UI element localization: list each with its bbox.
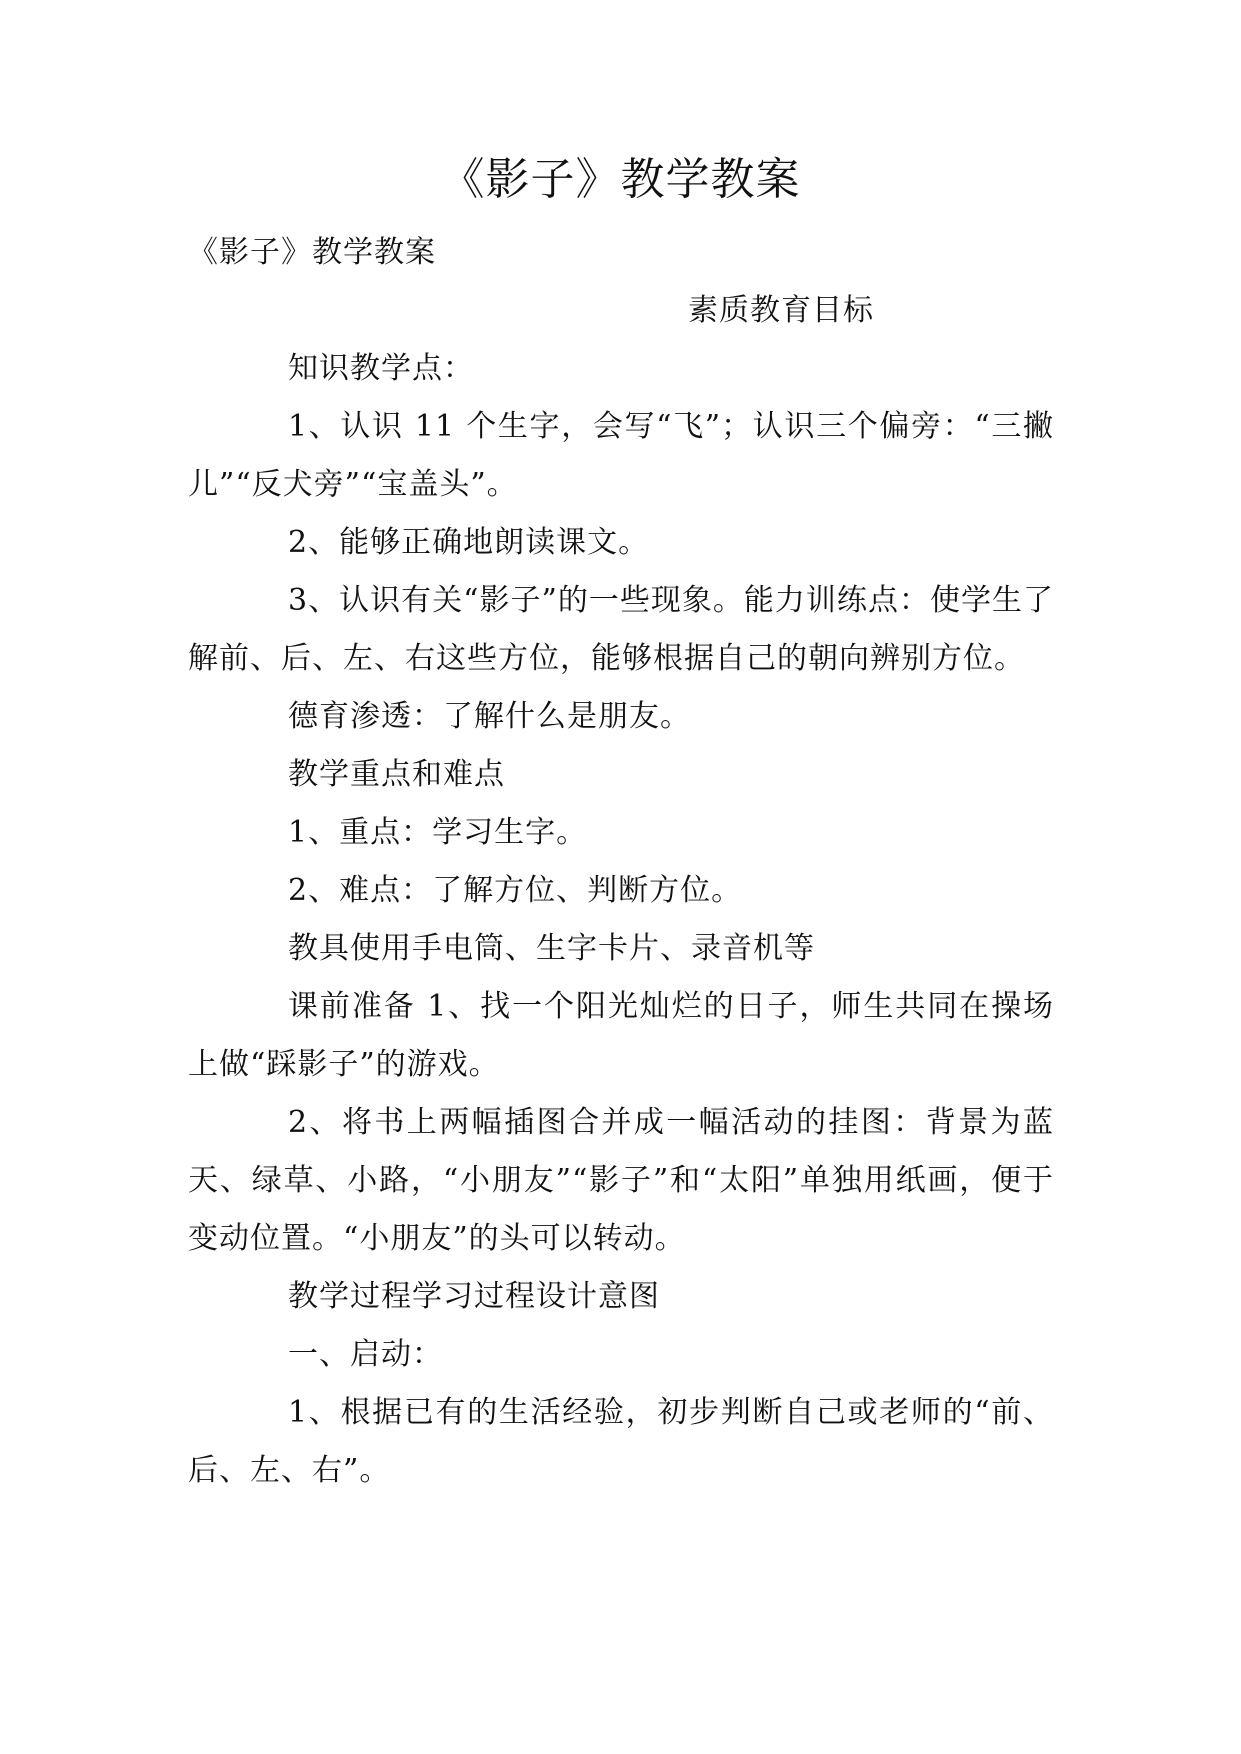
paragraph: 2、难点：了解方位、判断方位。 — [288, 873, 743, 908]
paragraph: 2、能够正确地朗读课文。 — [288, 525, 650, 560]
paragraph: 教学重点和难点 — [288, 757, 505, 792]
subtitle-paragraph: 《影子》教学教案 — [188, 235, 436, 270]
paragraph: 教学过程学习过程设计意图 — [288, 1279, 660, 1314]
paragraph: 1、根据已有的生活经验，初步判断自己或老师的“前、后、左、右”。 — [188, 1395, 1054, 1488]
paragraph: 德育渗透：了解什么是朋友。 — [288, 699, 691, 734]
paragraph: 1、重点：学习生字。 — [288, 815, 588, 850]
document-title: 《影子》教学教案 — [440, 154, 801, 205]
paragraph: 2、将书上两幅插图合并成一幅活动的挂图：背景为蓝天、绿草、小路，“小朋友”“影子”和“太阳”单独用纸画，便于变动位置。“小朋友”的头可以转动。 — [188, 1105, 1054, 1256]
paragraph: 知识教学点： — [288, 351, 474, 386]
document-body — [188, 224, 1054, 1500]
paragraph: 3、认识有关“影子”的一些现象。能力训练点：使学生了解前、后、左、右这些方位，能够根据自己的朝向辨别方位。 — [188, 583, 1054, 676]
section-heading-goals: 素质教育目标 — [688, 293, 874, 328]
paragraph: 一、启动： — [288, 1337, 443, 1372]
paragraph: 课前准备 1、找一个阳光灿烂的日子，师生共同在操场上做“踩影子”的游戏。 — [188, 989, 1054, 1082]
paragraph: 1、认识 11 个生字，会写“飞”；认识三个偏旁：“三撇儿”“反犬旁”“宝盖头”。 — [188, 409, 1054, 502]
paragraph: 教具使用手电筒、生字卡片、录音机等 — [288, 931, 815, 966]
